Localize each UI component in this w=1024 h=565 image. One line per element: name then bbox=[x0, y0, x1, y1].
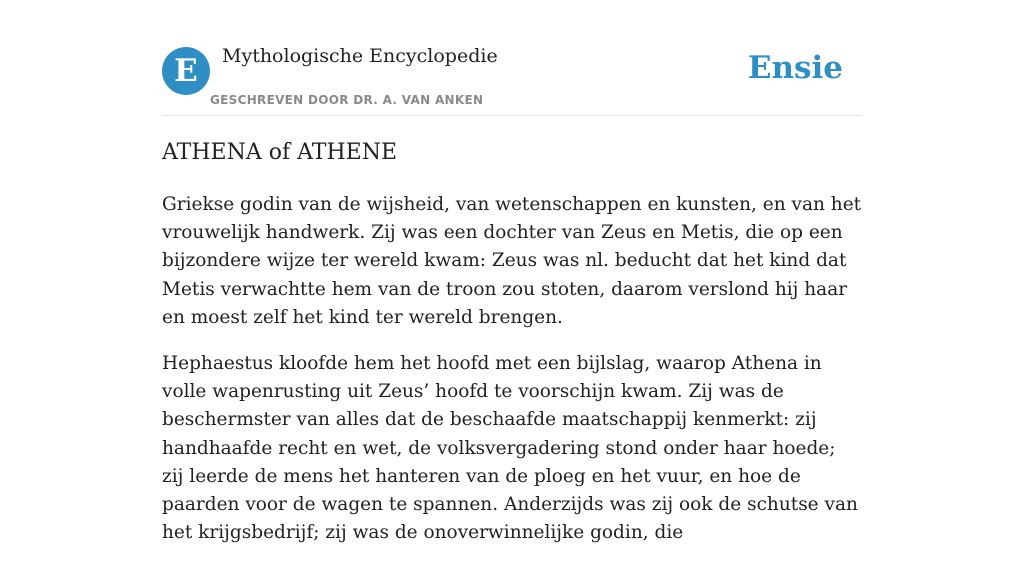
article-paragraph: Hephaestus kloofde hem het hoofd met een bijlslag, waarop Athena in volle wapenrusting uit Zeus’ hoofd te voorschijn kwam. Zij was de beschermster van alles dat de beschaafde maatschappij kenmerkt: zij handhaafde recht en wet, de volksvergadering stond onder haar hoede; zij leerde de mens het hanteren van de ploeg en het vuur, en hoe de paarden voor de wagen te spannen. Anderzijds was zij ook de schutse van het krijgsbedrijf; zij was de onoverwinnelijke godin, die bbox=[162, 353, 858, 544]
article-paragraph: Griekse godin van de wijsheid, van wetenschappen en kunsten, en van het vrouwelijk handwerk. Zij was een dochter van Zeus en Metis, die op een bijzondere wijze ter wereld kwam: Zeus was nl. beducht dat het kind dat Metis verwachtte hem van de troon zou stoten, daarom verslond hij haar en moest zelf het kind ter wereld brengen. bbox=[162, 194, 862, 328]
article-title: ATHENA of ATHENE bbox=[162, 140, 398, 165]
article-body bbox=[162, 191, 862, 565]
author-byline: GESCHREVEN DOOR DR. A. VAN ANKEN bbox=[210, 93, 484, 107]
ensie-brand-logo[interactable]: Ensie bbox=[747, 50, 843, 86]
book-title-link[interactable]: Mythologische Encyclopedie bbox=[222, 45, 498, 67]
encyclopedia-logo-icon[interactable]: E bbox=[162, 47, 210, 95]
header-divider bbox=[162, 115, 862, 116]
